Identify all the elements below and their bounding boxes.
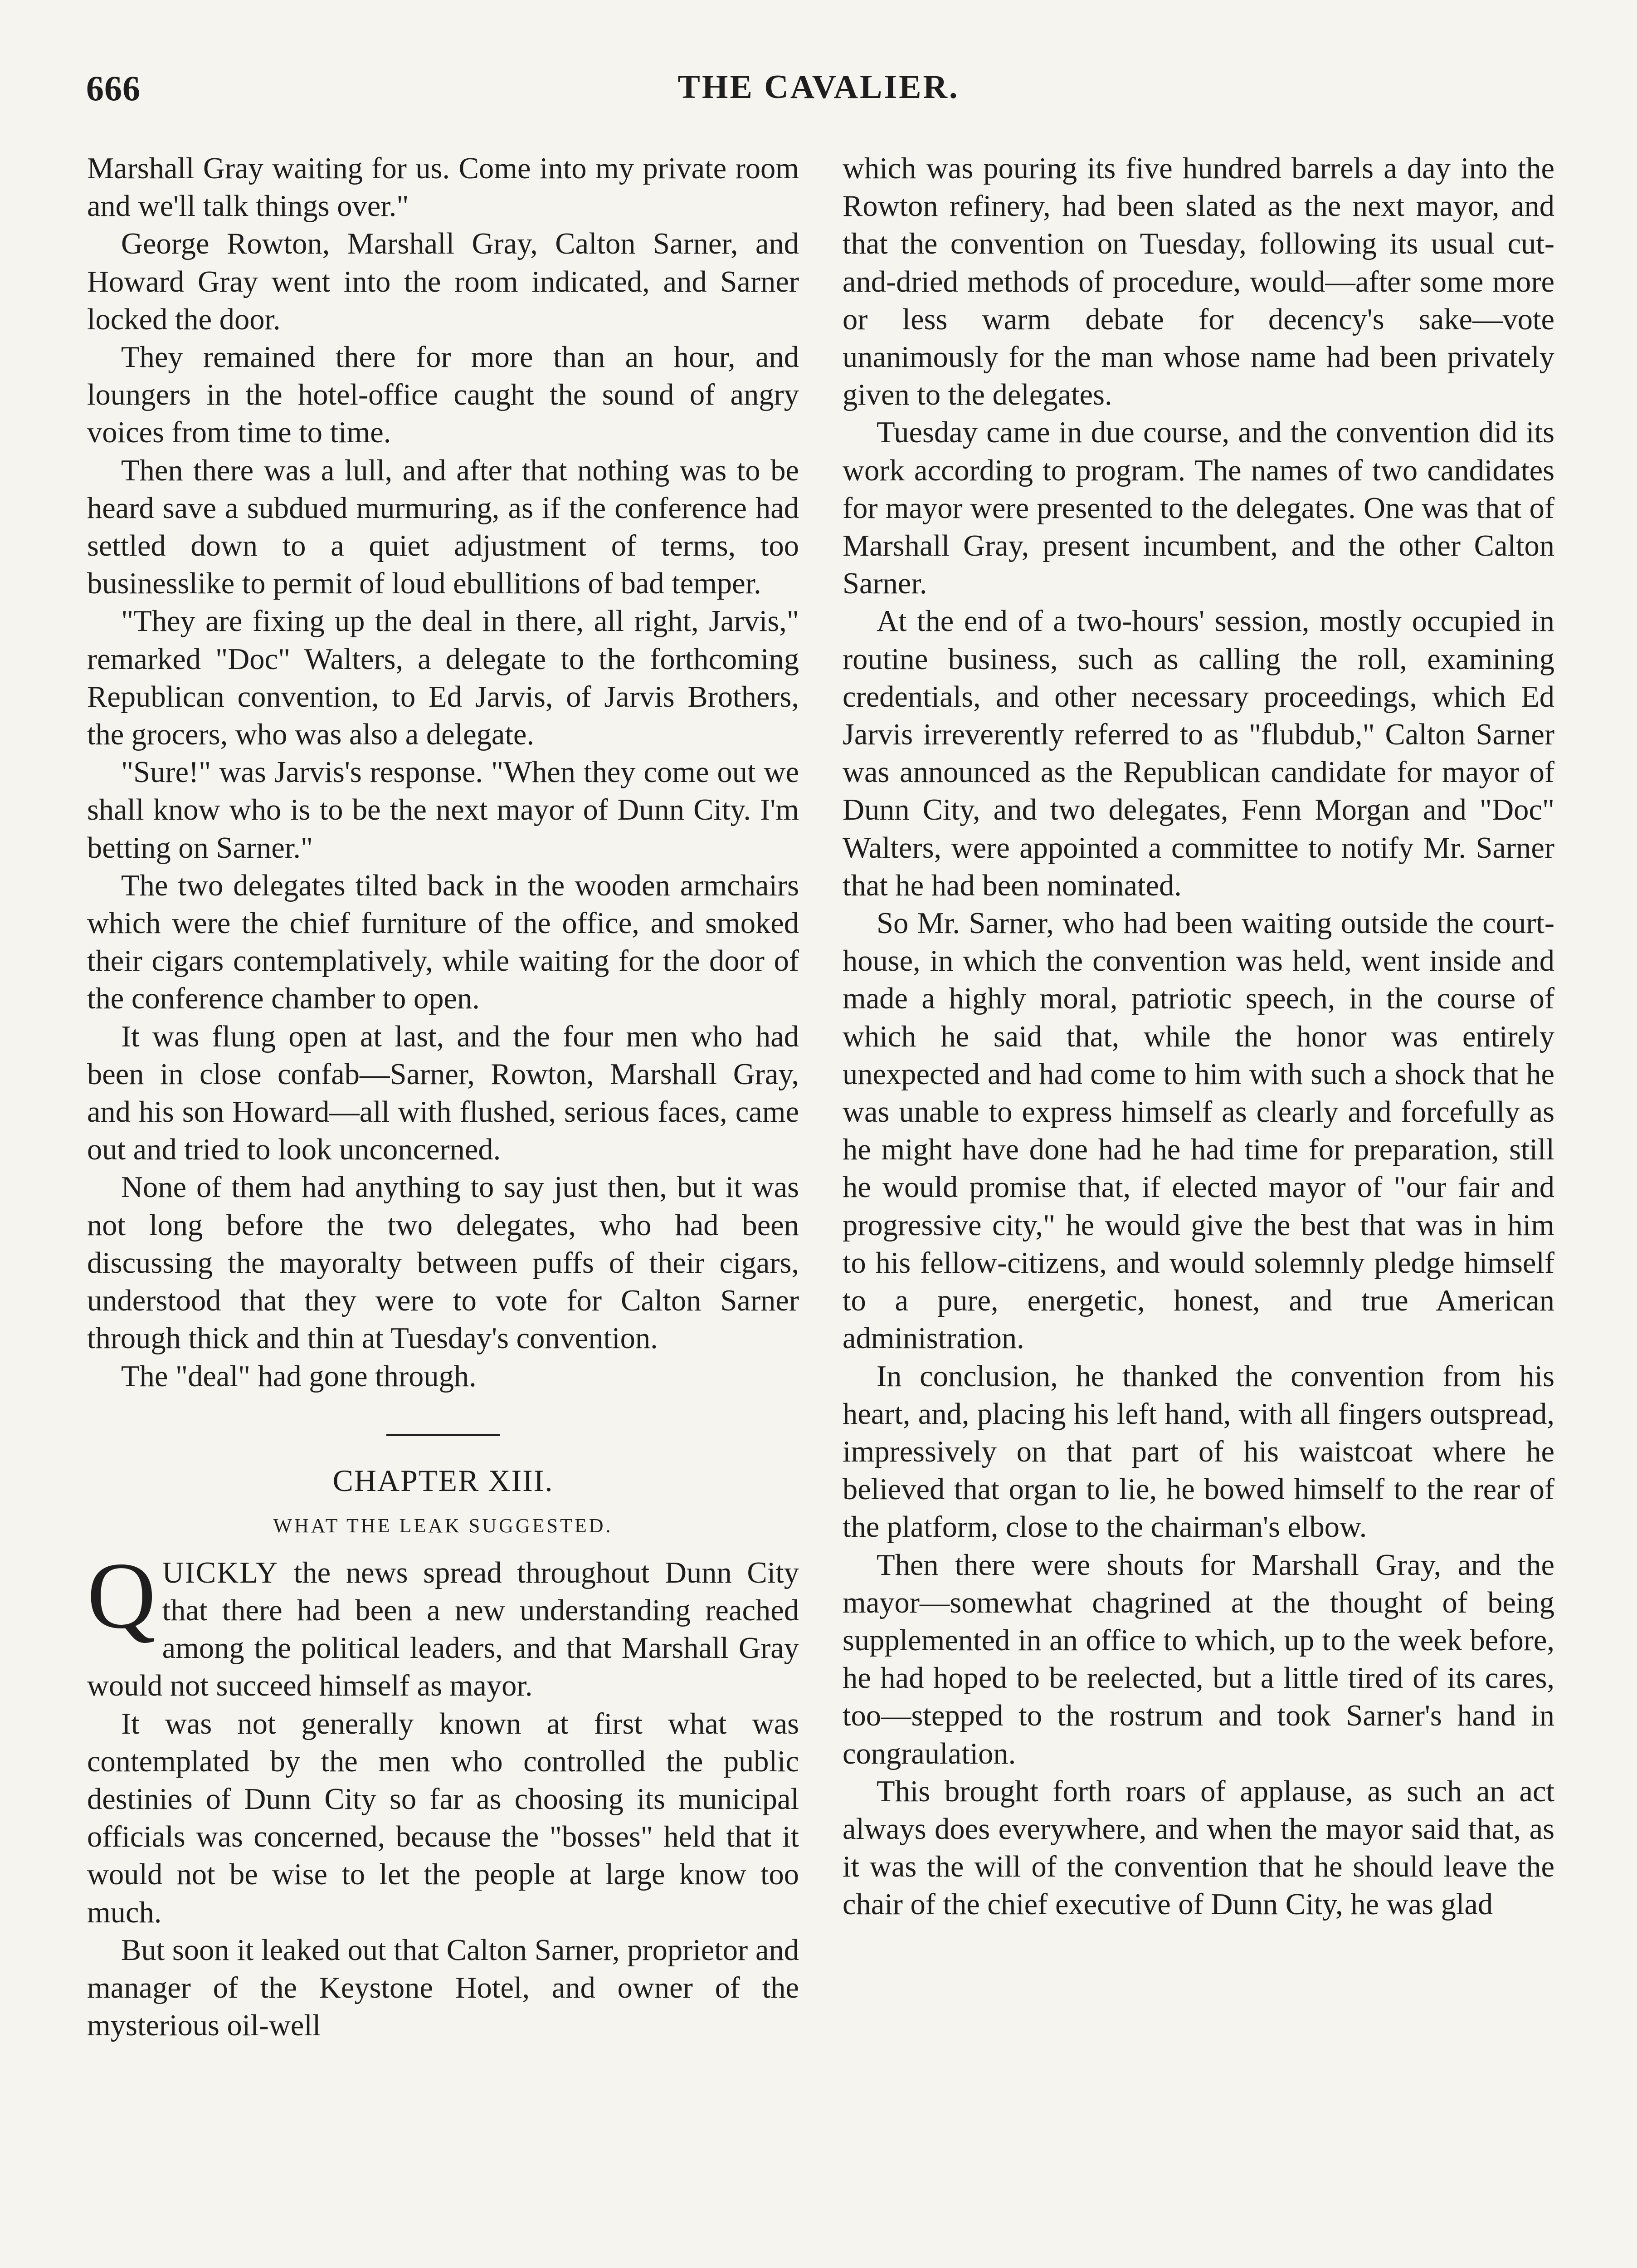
paragraph: "They are fixing up the deal in there, all right, Jarvis," remarked "Doc" Walters, a delegate to the forthcoming Republican convention, to Ed Jarvis, of Jarvis Brothers, the grocers, who was also a delegate. (87, 605, 799, 752)
paragraph: which was pouring its five hundred barrels a day into the Rowton refinery, had been slated as the next mayor, and that the convention on Tuesday, following its usual cut-and-dried methods of procedure, would—after some more or less warm debate for decency's sake—vote unanimously for the man whose name had been privately given to the delegates. (843, 152, 1554, 412)
paragraph: So Mr. Sarner, who had been waiting outside the court-house, in which the convention was held, went inside and made a highly moral, patriotic speech, in the course of which he said that, while the honor was entirely unexpected and had come to him with such a shock that he was unable to express himself as clearly and forcefully as he might have done had he had time for preparation, still he would promise that, if elected mayor of "our fair and progressive city," he would give the best that was in him to his fellow-citizens, and would solemnly pledge himself to a pure, energetic, honest, and true American administration. (843, 907, 1554, 1355)
paragraph: Then there was a lull, and after that nothing was to be heard save a subdued murmuring, as if the conference had settled down to a quiet adjustment of terms, too businesslike to permit of loud ebullitions of bad temper. (87, 454, 799, 601)
paragraph: The two delegates tilted back in the wooden armchairs which were the chief furniture of the office, and smoked their cigars contemplatively, while waiting for the door of the conference chamber to open. (87, 869, 799, 1016)
chapter-opening-paragraph (87, 1543, 799, 1705)
paragraph: "Sure!" was Jarvis's response. "When they come out we shall know who is to be the next mayor of Dunn City. I'm betting on Sarner." (87, 756, 799, 865)
paragraph: Then there were shouts for Marshall Gray, and the mayor—somewhat chagrined at the thought of being supplemented in an office to which, up to the week before, he had hoped to be reelected, but a little tired of its cares, too—stepped to the rostrum and took Sarner's hand in congraulation. (843, 1548, 1554, 1770)
paragraph: George Rowton, Marshall Gray, Calton Sarner, and Howard Gray went into the room indicated, and Sarner locked the door. (87, 227, 799, 336)
paragraph: Marshall Gray waiting for us. Come into my private room and we'll talk things over." (87, 152, 799, 223)
chapter-title: CHAPTER XIII. (332, 1463, 554, 1498)
paragraph: It was not generally known at first what was contemplated by the men who controlled the public destinies of Dunn City so far as choosing its municipal officials was concerned, because the "bosses" held that it would not be wise to let the people at large know too much. (87, 1707, 799, 1929)
opening-text: the news spread throughout Dunn City that there had been a new understanding reached among the political leaders, and that Marshall Gray would not succeed himself as mayor. (87, 1556, 799, 1703)
paragraph: They remained there for more than an hour, and loungers in the hotel-office caught the sound of angry voices from time to time. (87, 341, 799, 450)
paragraph: At the end of a two-hours' session, mostly occupied in routine business, such as calling the roll, examining credentials, and other necessary proceedings, which Ed Jarvis irreverently referred to as "flubdub," Calton Sarner was announced as the Republican candidate for mayor of Dunn City, and two delegates, Fenn Morgan and "Doc" Walters, were appointed a committee to notify Mr. Sarner that he had been nominated. (843, 605, 1554, 902)
paragraph: None of them had anything to say just then, but it was not long before the two delegates, who had been discussing the mayoralty between puffs of their cigars, understood that they were to vote for Calton Sarner through thick and thin at Tuesday's convention. (87, 1171, 799, 1355)
opening-word: UICKLY (162, 1556, 279, 1589)
section-divider (386, 1434, 500, 1436)
page-number: 666 (86, 68, 141, 108)
paragraph: It was flung open at last, and the four men who had been in close confab—Sarner, Rowton, Marshall Gray, and his son Howard—all with flushed, serious faces, came out and tried to look unconcerned. (87, 1020, 799, 1167)
drop-cap: Q (87, 1543, 156, 1648)
left-column (87, 150, 799, 2044)
right-column (843, 150, 1554, 1924)
paragraph: Tuesday came in due course, and the convention did its work according to program. The names of two candidates for mayor were presented to the delegates. One was that of Marshall Gray, present incumbent, and the other Calton Sarner. (843, 416, 1554, 601)
paragraph: In conclusion, he thanked the convention from his heart, and, placing his left hand, with all fingers outspread, impressively on that part of his waistcoat where he believed that organ to lie, he bowed himself to the rear of the platform, close to the chairman's elbow. (843, 1359, 1554, 1544)
paragraph: But soon it leaked out that Calton Sarner, proprietor and manager of the Keystone Hotel, and owner of the mysterious oil-well (87, 1933, 799, 2043)
paragraph: This brought forth roars of applause, as such an act always does everywhere, and when the mayor said that, as it was the will of the convention that he should leave the chair of the chief executive of Dunn City, he was glad (843, 1774, 1554, 1921)
running-title: THE CAVALIER. (677, 68, 960, 106)
paragraph: The "deal" had gone through. (121, 1359, 477, 1393)
chapter-subtitle: WHAT THE LEAK SUGGESTED. (273, 1514, 613, 1537)
